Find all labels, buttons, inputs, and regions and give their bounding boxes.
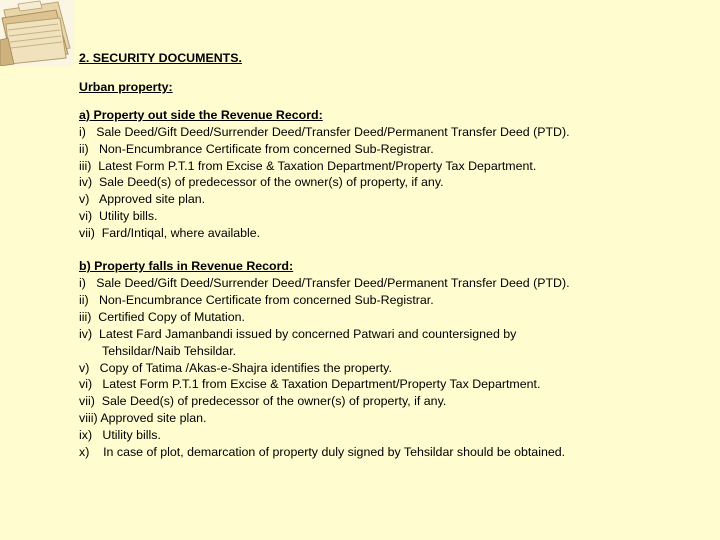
- list-item-text: Fard/Intiqal, where available.: [101, 226, 261, 241]
- list-item: [79, 393, 709, 410]
- list-item-text: Non-Encumbrance Certificate from concerned Sub-Registrar.: [98, 292, 434, 307]
- list-marker: ix): [79, 428, 93, 443]
- list-marker: i): [79, 124, 86, 139]
- list-item-text: Sale Deed(s) of predecessor of the owner(s) of property, if any.: [98, 175, 444, 190]
- subtitle: Urban property:: [79, 79, 173, 94]
- list-marker: x): [79, 445, 90, 460]
- list-item-text: Latest Form P.T.1 from Excise & Taxation Department/Property Tax Department.: [98, 158, 537, 173]
- list-item: [79, 141, 709, 158]
- list-item: [79, 427, 709, 444]
- part-b-heading: b) Property falls in Revenue Record:: [79, 259, 294, 274]
- list-marker: ii): [79, 292, 89, 307]
- file-folders-icon: [0, 0, 74, 66]
- list-marker: viii): [79, 411, 98, 426]
- list-item-text: Utility bills.: [102, 428, 161, 443]
- list-item: [79, 292, 709, 309]
- list-marker: v): [79, 192, 90, 207]
- list-marker: iv): [79, 326, 93, 341]
- list-item-text: Approved site plan.: [98, 192, 206, 207]
- list-marker: vi): [79, 377, 93, 392]
- list-item-text: In case of plot, demarcation of property duly signed by Tehsildar should be obtained.: [103, 445, 566, 460]
- list-marker: v): [79, 360, 90, 375]
- list-item-continuation: Tehsildar/Naib Tehsildar.: [102, 343, 237, 358]
- part-a-heading: a) Property out side the Revenue Record:: [79, 107, 323, 122]
- list-item-text: Non-Encumbrance Certificate from concerned Sub-Registrar.: [98, 141, 434, 156]
- list-item-text: Latest Form P.T.1 from Excise & Taxation Department/Property Tax Department.: [102, 377, 541, 392]
- list-marker: vi): [79, 209, 93, 224]
- list-item: [79, 208, 709, 225]
- list-item-text: Utility bills.: [98, 209, 158, 224]
- section-title: 2. SECURITY DOCUMENTS.: [79, 51, 242, 65]
- list-item-text: Latest Fard Jamanbandi issued by concerned Patwari and countersigned by: [98, 326, 517, 341]
- list-marker: vii): [79, 226, 95, 241]
- list-item: [79, 444, 709, 461]
- document-content: [79, 50, 709, 461]
- list-item-text: Certified Copy of Mutation.: [98, 309, 245, 324]
- list-item: [79, 326, 709, 343]
- list-marker: i): [79, 275, 86, 290]
- list-item: [79, 275, 709, 292]
- part-a-list: [79, 124, 709, 242]
- list-item: [79, 410, 709, 427]
- list-item: [79, 124, 709, 141]
- list-item-text: Sale Deed(s) of predecessor of the owner(s) of property, if any.: [101, 394, 447, 409]
- list-marker: iii): [79, 158, 92, 173]
- list-item-text: Copy of Tatima /Akas-e-Shajra identifies the property.: [99, 360, 392, 375]
- list-marker: vii): [79, 394, 95, 409]
- list-marker: iii): [79, 309, 92, 324]
- list-item-text: Approved site plan.: [100, 411, 207, 426]
- list-item: [79, 360, 709, 377]
- list-item: [79, 191, 709, 208]
- list-item-text: Sale Deed/Gift Deed/Surrender Deed/Transfer Deed/Permanent Transfer Deed (PTD).: [96, 124, 570, 139]
- part-b-list: [79, 275, 709, 461]
- list-item: [79, 158, 709, 175]
- list-marker: iv): [79, 175, 93, 190]
- list-item: [79, 225, 709, 242]
- list-marker: ii): [79, 141, 89, 156]
- list-item: [79, 376, 709, 393]
- list-item: [79, 174, 709, 191]
- list-item: [79, 309, 709, 326]
- list-item-text: Sale Deed/Gift Deed/Surrender Deed/Transfer Deed/Permanent Transfer Deed (PTD).: [96, 275, 570, 290]
